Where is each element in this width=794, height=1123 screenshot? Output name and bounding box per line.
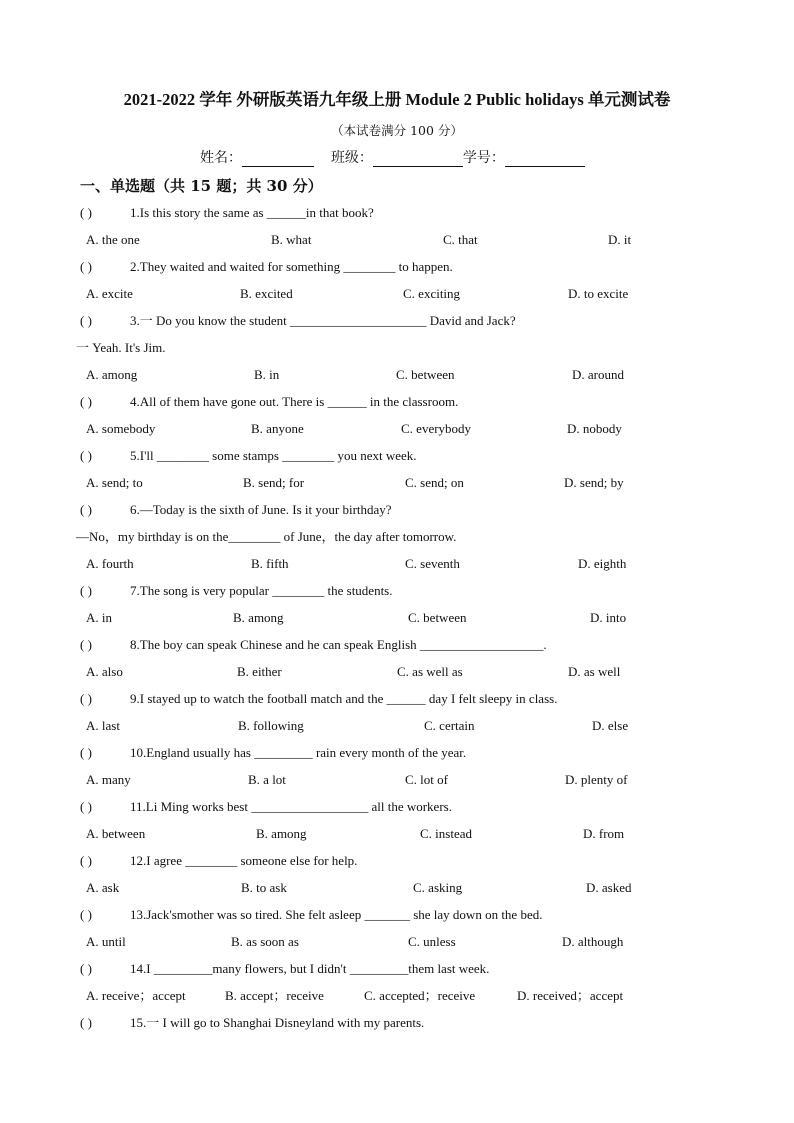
option-d[interactable]: D. received；accept: [517, 988, 624, 1003]
option-a[interactable]: A. receive；accept: [86, 988, 186, 1003]
option-b[interactable]: B. send; for: [243, 475, 305, 490]
student-info-row: [200, 147, 585, 167]
option-a[interactable]: A. until: [86, 934, 126, 949]
option-c[interactable]: C. asking: [413, 880, 463, 895]
option-c[interactable]: C. seventh: [405, 556, 460, 571]
option-c[interactable]: C. certain: [424, 718, 475, 733]
section-title: 一、单选题（共 15 题；共 30 分）: [80, 177, 323, 195]
option-d[interactable]: D. into: [590, 610, 627, 625]
page-title: 2021-2022 学年 外研版英语九年级上册 Module 2 Public holidays 单元测试卷: [123, 90, 671, 109]
option-d[interactable]: D. eighth: [578, 556, 627, 571]
class-label: 班级：: [330, 150, 373, 166]
option-c[interactable]: C. as well as: [397, 664, 463, 679]
answer-paren[interactable]: ( ): [80, 394, 92, 409]
option-b[interactable]: B. either: [237, 664, 282, 679]
option-a[interactable]: A. somebody: [86, 421, 156, 436]
option-d[interactable]: D. to excite: [568, 286, 629, 301]
question-text: 9.I stayed up to watch the football match and the ______ day I felt sleepy in class.: [130, 691, 558, 706]
answer-paren[interactable]: ( ): [80, 637, 92, 652]
score-note: （本试卷满分 100 分）: [331, 123, 463, 138]
answer-paren[interactable]: ( ): [80, 691, 92, 706]
option-a[interactable]: A. among: [86, 367, 138, 382]
question-text: 2.They waited and waited for something ________ to happen.: [130, 259, 453, 274]
option-a[interactable]: A. fourth: [86, 556, 134, 571]
question-stem: [80, 394, 458, 410]
name-label: 姓名：: [200, 150, 242, 166]
question-stem: [80, 691, 557, 707]
question-text: 13.Jack'smother was so tired. She felt asleep _______ she lay down on the bed.: [130, 907, 543, 922]
option-b[interactable]: B. following: [238, 718, 304, 733]
name-blank[interactable]: [242, 152, 314, 167]
class-blank[interactable]: [373, 152, 463, 167]
option-d[interactable]: D. else: [592, 718, 629, 733]
option-d[interactable]: D. it: [608, 232, 632, 247]
number-blank[interactable]: [505, 152, 585, 167]
question-text: 3.一 Do you know the student _____________________ David and Jack?: [130, 313, 516, 328]
option-a[interactable]: A. also: [86, 664, 123, 679]
answer-paren[interactable]: ( ): [80, 448, 92, 463]
option-b[interactable]: B. fifth: [251, 556, 289, 571]
question-text: 5.I'll ________ some stamps ________ you next week.: [130, 448, 417, 463]
option-d[interactable]: D. from: [583, 826, 625, 841]
question-text: 1.Is this story the same as ______in that book?: [130, 205, 374, 220]
question-text: 7.The song is very popular ________ the students.: [130, 583, 393, 598]
option-c[interactable]: C. accepted；receive: [364, 988, 476, 1003]
option-b[interactable]: B. what: [271, 232, 312, 247]
option-a[interactable]: A. ask: [86, 880, 120, 895]
option-a[interactable]: A. between: [86, 826, 146, 841]
number-label: 学号：: [462, 150, 505, 166]
option-c[interactable]: C. unless: [408, 934, 456, 949]
question-stem: [80, 583, 393, 599]
question-stem: [80, 205, 374, 221]
question-text: 4.All of them have gone out. There is ______ in the classroom.: [130, 394, 459, 409]
question-text: 10.England usually has _________ rain every month of the year.: [130, 745, 467, 760]
option-c[interactable]: C. send; on: [405, 475, 464, 490]
question-stem: [80, 961, 489, 977]
option-c[interactable]: C. everybody: [401, 421, 472, 436]
option-c[interactable]: C. between: [408, 610, 467, 625]
question-stem: [80, 1015, 424, 1031]
question-stem: [80, 799, 452, 815]
option-a[interactable]: A. send; to: [86, 475, 143, 490]
question-stem: [80, 448, 417, 464]
option-b[interactable]: B. accept；receive: [225, 988, 324, 1003]
option-a[interactable]: A. excite: [86, 286, 133, 301]
question-stem: [80, 637, 547, 653]
question-stem: [80, 853, 357, 869]
question-stem: [80, 907, 542, 923]
answer-paren[interactable]: ( ): [80, 853, 92, 868]
question-stem: [80, 313, 516, 329]
option-b[interactable]: B. as soon as: [231, 934, 299, 949]
option-c[interactable]: C. exciting: [403, 286, 461, 301]
option-c[interactable]: C. that: [443, 232, 478, 247]
option-b[interactable]: B. anyone: [251, 421, 304, 436]
option-a[interactable]: A. last: [86, 718, 120, 733]
option-d[interactable]: D. plenty of: [565, 772, 628, 787]
question-text: 14.I _________many flowers, but I didn't _________them last week.: [130, 961, 490, 976]
option-c[interactable]: C. lot of: [405, 772, 448, 787]
option-b[interactable]: B. among: [233, 610, 284, 625]
option-d[interactable]: D. as well: [568, 664, 621, 679]
answer-paren[interactable]: ( ): [80, 205, 92, 220]
answer-paren[interactable]: ( ): [80, 907, 92, 922]
answer-paren[interactable]: ( ): [80, 799, 92, 814]
option-b[interactable]: B. among: [256, 826, 307, 841]
option-a[interactable]: A. many: [86, 772, 131, 787]
question-text: 11.Li Ming works best __________________ all the workers.: [130, 799, 452, 814]
question-text: 12.I agree ________ someone else for help.: [130, 853, 358, 868]
question-text: 6.—Today is the sixth of June. Is it your birthday?: [130, 502, 392, 517]
question-stem: [80, 259, 453, 275]
option-b[interactable]: B. in: [254, 367, 280, 382]
option-d[interactable]: D. asked: [586, 880, 632, 895]
question-dialogue-line: 一 Yeah. It's Jim.: [76, 340, 166, 355]
question-text: 8.The boy can speak Chinese and he can speak English ___________________.: [130, 637, 547, 652]
answer-paren[interactable]: ( ): [80, 1015, 92, 1030]
option-c[interactable]: C. between: [396, 367, 455, 382]
answer-paren[interactable]: ( ): [80, 961, 92, 976]
option-d[interactable]: D. although: [562, 934, 624, 949]
option-b[interactable]: B. to ask: [241, 880, 287, 895]
option-b[interactable]: B. a lot: [248, 772, 286, 787]
answer-paren[interactable]: ( ): [80, 502, 92, 517]
answer-paren[interactable]: ( ): [80, 583, 92, 598]
option-a[interactable]: A. the one: [86, 232, 140, 247]
question-stem: [80, 502, 392, 518]
option-d[interactable]: D. around: [572, 367, 624, 382]
option-d[interactable]: D. send; by: [564, 475, 624, 490]
question-dialogue-line: —No，my birthday is on the________ of June，the day after tomorrow.: [76, 529, 457, 544]
answer-paren[interactable]: ( ): [80, 259, 92, 274]
option-d[interactable]: D. nobody: [567, 421, 622, 436]
option-b[interactable]: B. excited: [240, 286, 293, 301]
question-text: 15.一 I will go to Shanghai Disneyland with my parents.: [130, 1015, 425, 1030]
option-a[interactable]: A. in: [86, 610, 112, 625]
answer-paren[interactable]: ( ): [80, 745, 92, 760]
answer-paren[interactable]: ( ): [80, 313, 92, 328]
question-stem: [80, 745, 466, 761]
option-c[interactable]: C. instead: [420, 826, 472, 841]
